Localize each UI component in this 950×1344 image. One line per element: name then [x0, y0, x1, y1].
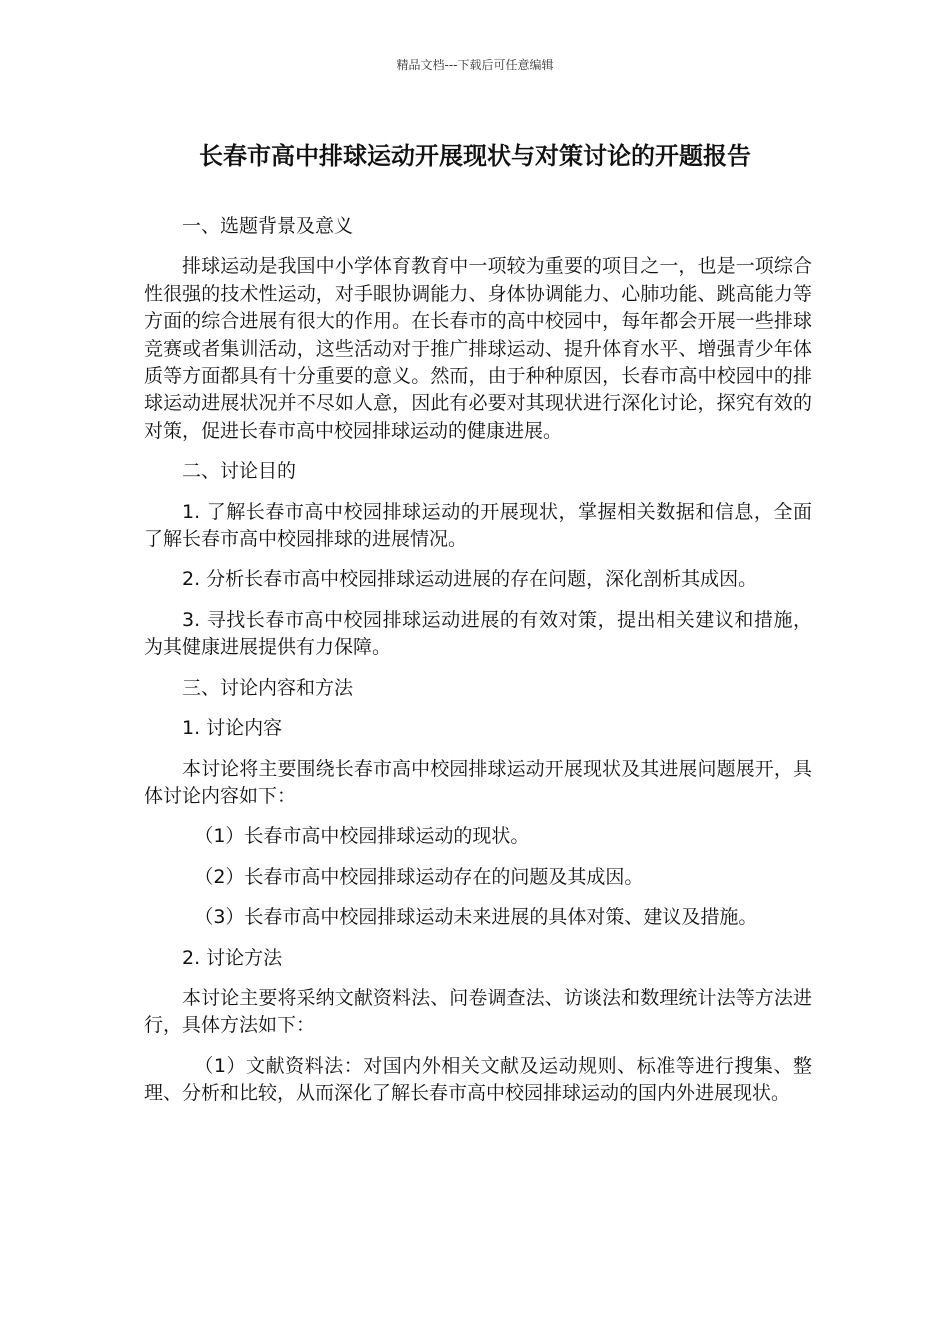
content-item-1: （1）长春市高中校园排球运动的现状。: [194, 825, 530, 848]
section-2-heading: 二、讨论目的: [182, 460, 297, 483]
section-1-heading: 一、选题背景及意义: [182, 215, 354, 237]
document-title: 长春市高中排球运动开展现状与对策讨论的开题报告: [199, 142, 751, 170]
section-1-paragraph: 排球运动是我国中小学体育教育中一项较为重要的项目之一，也是一项综合性很强的技术性运动，对手眼协调能力、身体协调能力、心肺功能、跳高能力等方面的综合进展有很大的作用。在长春市的高中校园中，每年都会开展一些排球竞赛或者集训活动，这些活动对于推广排球运动、提升体育水平、增强青少年体质等方面都具有十分重要的意义。然而，由于种种原因，长春市高中校园中的排球运动进展状况并不尽如人意，因此有必要对其现状进行深化讨论，探究有效的对策，促进长春市高中校园排球运动的健康进展。: [144, 255, 812, 442]
page-header: 精品文档---下载后可任意编辑: [396, 58, 554, 72]
content-item-3: （3）长春市高中校园排球运动未来进展的具体对策、建议及措施。: [194, 906, 758, 929]
section-3-heading: 三、讨论内容和方法: [182, 676, 354, 699]
content-intro-paragraph: 本讨论将主要围绕长春市高中校园排球运动开展现状及其进展问题展开，具体讨论内容如下：: [144, 757, 812, 807]
content-item-2: （2）长春市高中校园排球运动存在的问题及其成因。: [194, 865, 644, 888]
subsection-content-heading: 1. 讨论内容: [182, 717, 283, 740]
objective-item-3: 3. 寻找长春市高中校园排球运动进展的有效对策，提出相关建议和措施，为其健康进展提供有力保障。: [144, 608, 812, 659]
objective-item-1: 1. 了解长春市高中校园排球运动的开展现状，掌握相关数据和信息，全面了解长春市高中校园排球的进展情况。: [144, 500, 812, 551]
subsection-method-heading: 2. 讨论方法: [182, 946, 283, 969]
method-item-1: （1）文献资料法：对国内外相关文献及运动规则、标准等进行搜集、整理、分析和比较，从而深化了解长春市高中校园排球运动的国内外进展现状。: [144, 1054, 812, 1105]
document-body: [144, 213, 812, 1108]
method-intro-paragraph: 本讨论主要将采纳文献资料法、问卷调查法、访谈法和数理统计法等方法进行，具体方法如下：: [144, 986, 812, 1037]
objective-item-2: 2. 分析长春市高中校园排球运动进展的存在问题，深化剖析其成因。: [182, 568, 758, 591]
